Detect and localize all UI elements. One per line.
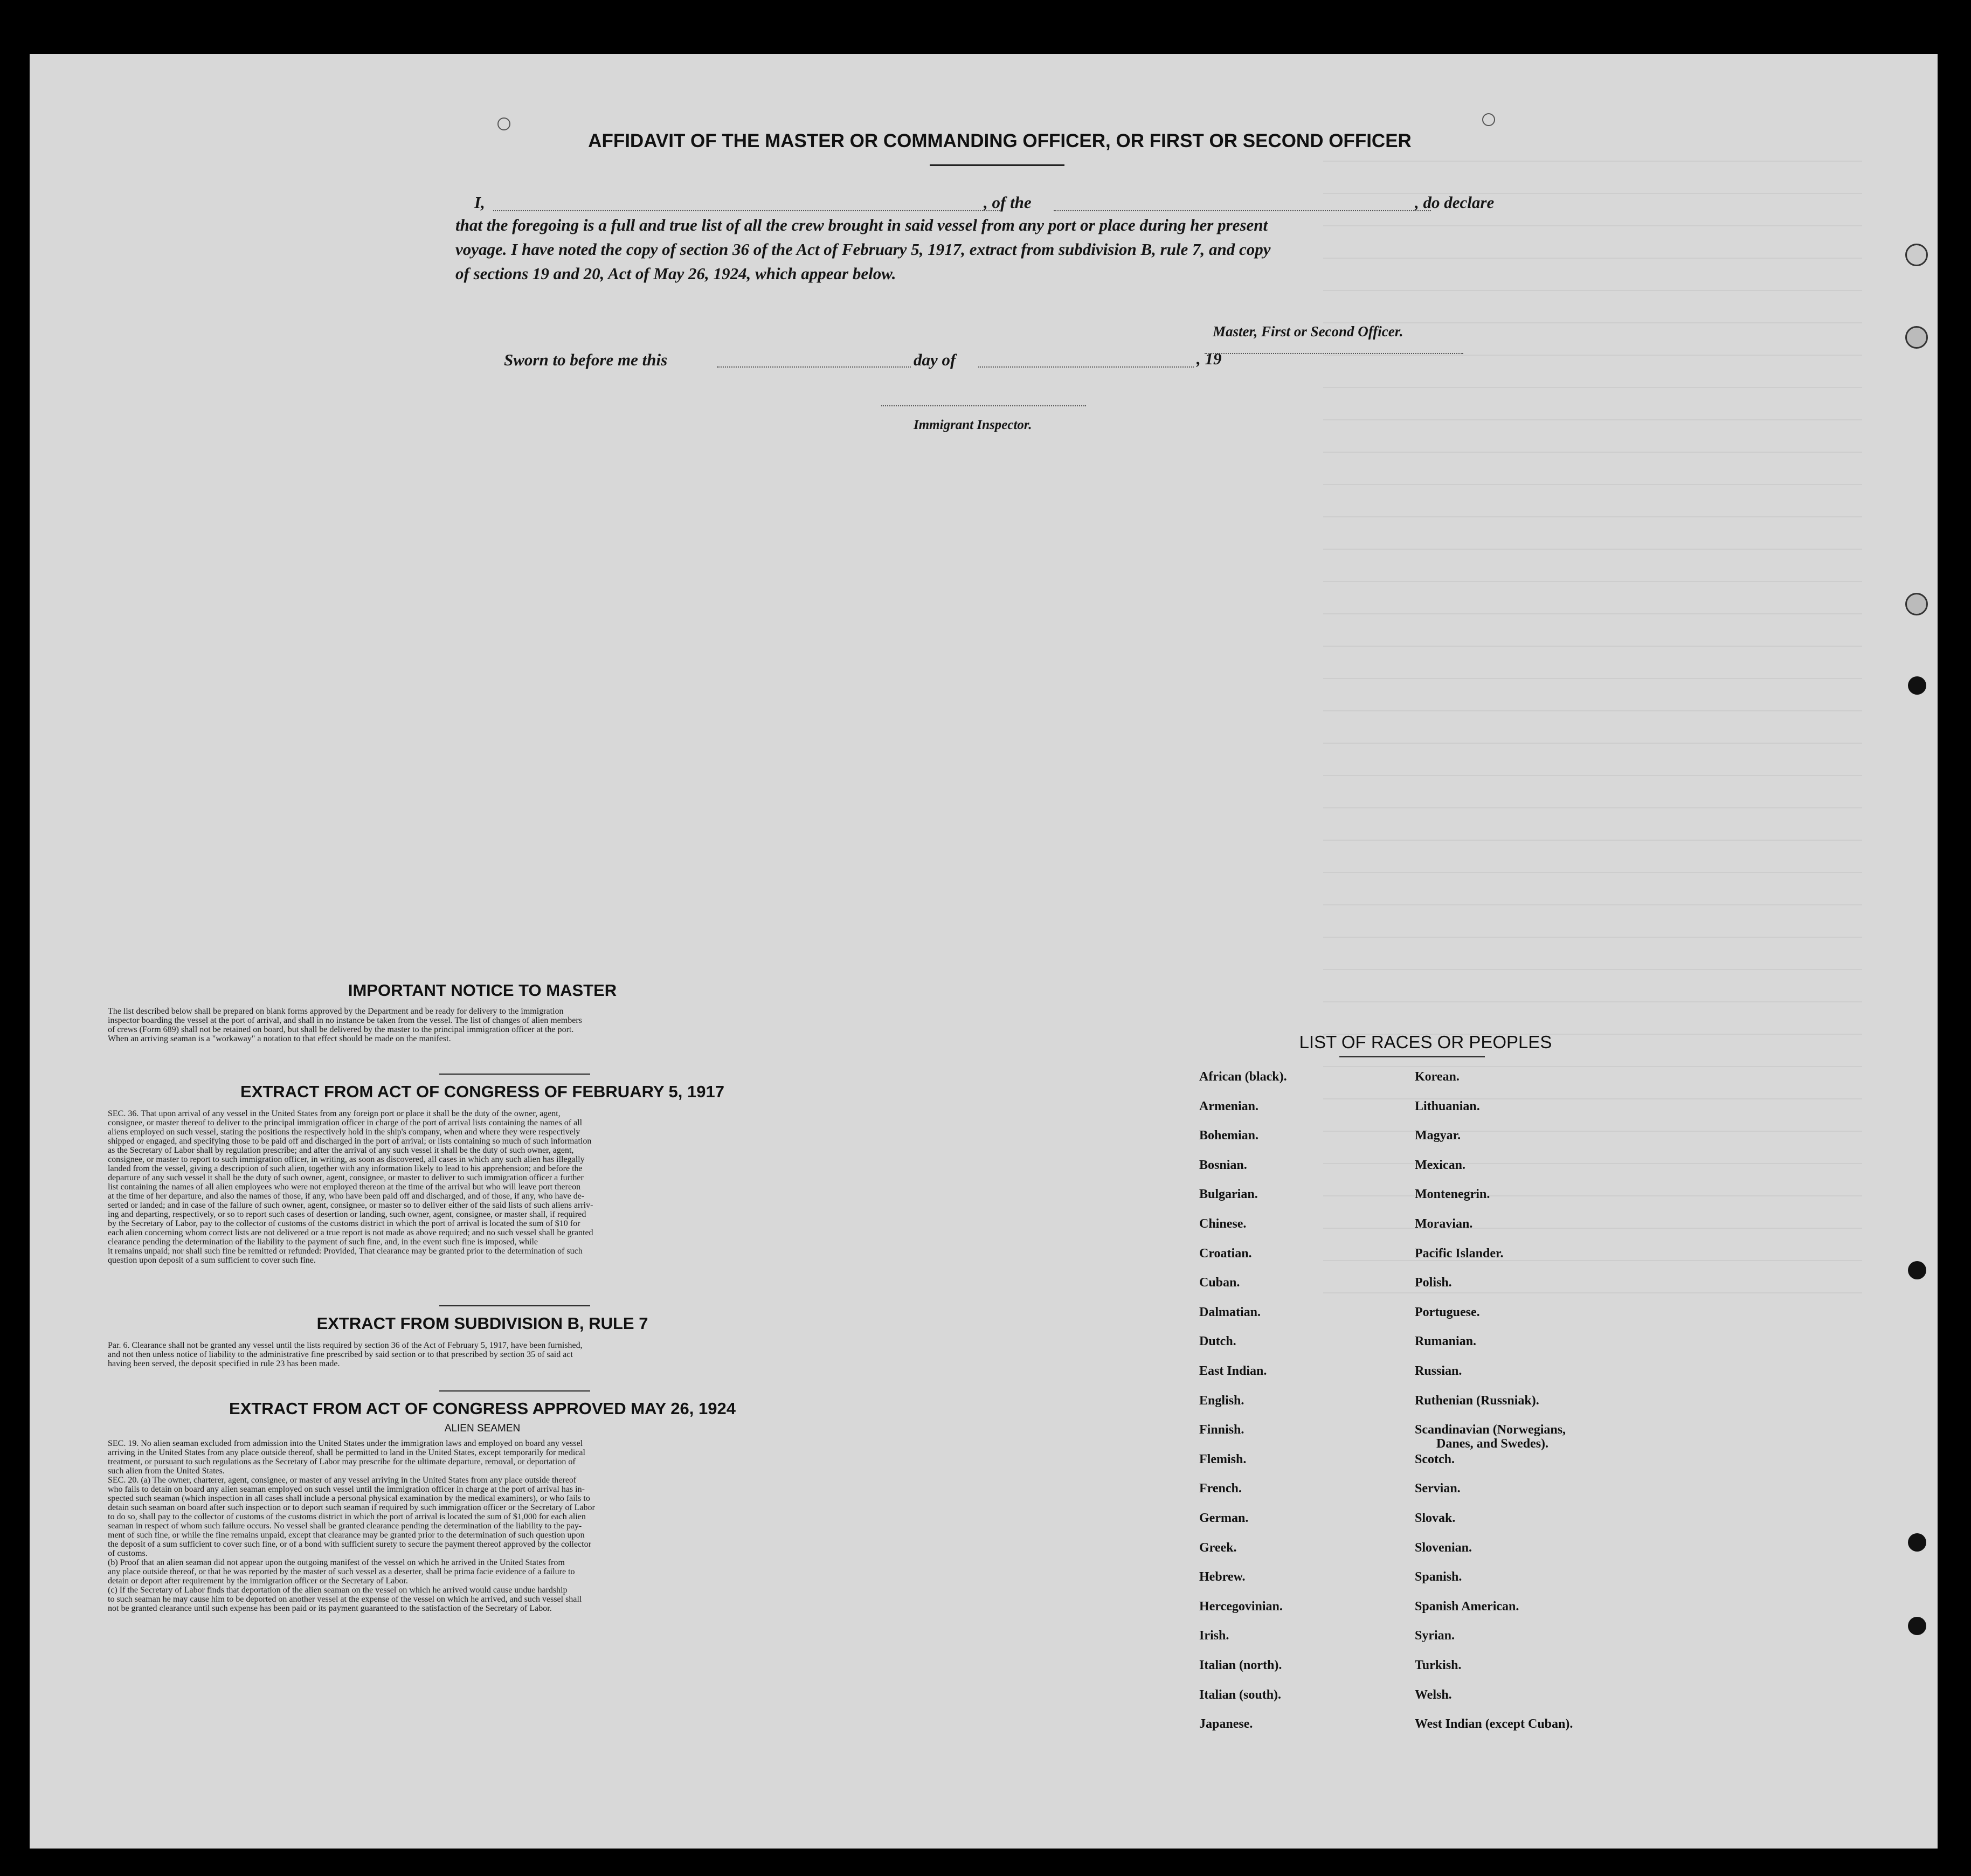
sworn-label: Sworn to before me this: [504, 350, 668, 369]
text-line: to such seaman he may cause him to be deported on another vessel at the expense of the vessel on which he arrived, and such vessel shall: [108, 1595, 582, 1604]
affidavit-line-4: of sections 19 and 20, Act of May 26, 1924, which appear below.: [455, 264, 896, 283]
race-item: Dalmatian.: [1199, 1305, 1261, 1319]
subdivision-b-title: EXTRACT FROM SUBDIVISION B, RULE 7: [316, 1314, 648, 1333]
day-of-label: day of: [914, 350, 956, 369]
text-line: having been served, the deposit specified in rule 23 has been made.: [108, 1359, 340, 1368]
text-line: landed from the vessel, giving a description of such alien, together with any information likely to lead to his apprehension; and before the: [108, 1164, 583, 1173]
race-item: Polish.: [1415, 1276, 1452, 1290]
affidavit-of-the: , of the: [984, 193, 1032, 212]
inspector-signature-line: [881, 405, 1086, 406]
race-item: Lithuanian.: [1415, 1099, 1480, 1113]
notice-text: [108, 1007, 857, 1043]
text-line: and not then unless notice of liability to the administrative fine prescribed by said section or to that prescribed by section 35 of said act: [108, 1350, 573, 1359]
punch-mark-icon: [1482, 113, 1495, 126]
binder-hole-icon: [1905, 326, 1928, 349]
race-item: Dutch.: [1199, 1334, 1236, 1349]
race-item: African (black).: [1199, 1070, 1287, 1084]
text-line: ing and departing, respectively, or so to report such cases of desertion or landing, such owner, agent, consignee, or master shall, if required: [108, 1210, 586, 1219]
race-item: Greek.: [1199, 1540, 1237, 1555]
race-item: Ruthenian (Russniak).: [1415, 1393, 1539, 1408]
races-title: LIST OF RACES OR PEOPLES: [1299, 1032, 1552, 1052]
text-line: detain such seaman on board after such inspection or to deport such seaman if required by such immigration officer or the Secretary of Labor: [108, 1503, 595, 1512]
race-item: Slovak.: [1415, 1511, 1456, 1525]
affidavit-declare: , do declare: [1415, 193, 1495, 212]
text-line: clearance pending the determination of the liability to the payment of such fine, and, in the event such fine is imposed, while: [108, 1237, 538, 1247]
race-item: West Indian (except Cuban).: [1415, 1717, 1573, 1732]
race-item: Rumanian.: [1415, 1334, 1477, 1349]
race-item: Scotch.: [1415, 1452, 1455, 1466]
binder-hole-icon: [1908, 1261, 1926, 1279]
race-item: Welsh.: [1415, 1687, 1452, 1702]
race-item: Flemish.: [1199, 1452, 1247, 1466]
text-line: aliens employed on such vessel, stating the positions the respectively hold in the ship's company, when and where they were respectively: [108, 1127, 580, 1137]
race-item: Armenian.: [1199, 1099, 1258, 1113]
text-line: to do so, shall pay to the collector of customs of the customs district in which the port of arrival is located the sum of $1,000 for each alien: [108, 1512, 586, 1521]
text-line: any place outside thereof, or that he was reported by the master of such vessel as a deserter, shall be prima facie evidence of a failure to: [108, 1567, 575, 1576]
text-line: the deposit of a sum sufficient to cover such fine, or of a bond with sufficient surety to secure the payment thereof approved by the collector: [108, 1540, 591, 1549]
text-line: departure of any such vessel it shall be the duty of such owner, agent, consignee, or master to deliver to such immigration officer a further: [108, 1173, 584, 1182]
affidavit-line-2: that the foregoing is a full and true list of all the crew brought in said vessel from any port or place during her present: [455, 216, 1268, 234]
text-line: (b) Proof that an alien seaman did not appear upon the outgoing manifest of the vessel on which he arrived in the United States from: [108, 1558, 565, 1567]
extract-1924-text: [108, 1439, 857, 1613]
race-item: German.: [1199, 1511, 1249, 1525]
race-item: Portuguese.: [1415, 1305, 1480, 1319]
race-item: Japanese.: [1199, 1717, 1253, 1732]
text-line: seaman in respect of whom such failure occurs. No vessel shall be granted clearance pending the determination of the liability to the pay-: [108, 1521, 582, 1531]
race-item: Servian.: [1415, 1482, 1461, 1496]
race-item: Mexican.: [1415, 1158, 1465, 1172]
text-line: consignee, or master to report to such immigration officer, in writing, as soon as discovered, all cases in which any such alien has illegally: [108, 1155, 585, 1164]
text-line: ment of such fine, or while the fine remains unpaid, except that clearance may be granted prior to the determination of such question upon: [108, 1531, 585, 1540]
race-item: Syrian.: [1415, 1629, 1455, 1643]
month-line: [978, 366, 1194, 368]
text-line: such alien from the United States.: [108, 1466, 225, 1476]
text-line: serted or landed; and in case of the failure of such owner, agent, consignee, or master so to deliver either of the said lists of such aliens arriv-: [108, 1201, 593, 1210]
text-line: SEC. 36. That upon arrival of any vessel in the United States from any foreign port or place it shall be the duty of the owner, agent,: [108, 1109, 561, 1118]
race-item: Moravian.: [1415, 1217, 1473, 1231]
binder-hole-icon: [1908, 676, 1926, 695]
race-item: Chinese.: [1199, 1217, 1247, 1231]
extract-1917-text: [108, 1109, 857, 1265]
text-line: treatment, or pursuant to such regulations as the Secretary of Labor may prescribe for the ultimate departure, removal, or deportation of: [108, 1457, 576, 1466]
race-item: Bosnian.: [1199, 1158, 1247, 1172]
notice-line: of crews (Form 689) shall not be retained on board, but shall be delivered by the master to the principal immigration officer at the port.: [108, 1025, 574, 1034]
race-item: East Indian.: [1199, 1364, 1267, 1378]
alien-seamen-subtitle: ALIEN SEAMEN: [444, 1423, 521, 1434]
title-rule: [930, 164, 1064, 166]
affidavit-line-3: voyage. I have noted the copy of section 36 of the Act of February 5, 1917, extract from subdivision B, rule 7, and copy: [455, 240, 1271, 259]
text-line: detain or deport after requirement by the immigration officer or the Secretary of Labor.: [108, 1576, 408, 1586]
race-item: Magyar.: [1415, 1129, 1461, 1143]
race-item: Italian (south).: [1199, 1687, 1282, 1702]
binder-hole-icon: [1905, 593, 1928, 615]
text-line: each alien concerning whom correct lists are not delivered or a true report is not made as above required; and no such vessel shall be granted: [108, 1228, 593, 1237]
text-line: not be granted clearance until such expense has been paid or its payment guaranteed to the satisfaction of the Secretary of Labor.: [108, 1604, 552, 1613]
races-title-rule: [1339, 1056, 1485, 1057]
text-line: question upon deposit of a sum sufficient to cover such fine.: [108, 1256, 316, 1265]
race-item: Hercegovinian.: [1199, 1599, 1283, 1614]
race-item: Korean.: [1415, 1070, 1460, 1084]
race-item: Bohemian.: [1199, 1129, 1259, 1143]
section-divider: [439, 1305, 590, 1306]
race-item: Bulgarian.: [1199, 1187, 1258, 1202]
section-divider: [439, 1074, 590, 1075]
document-page: [30, 54, 1938, 1849]
race-item: Slovenian.: [1415, 1540, 1472, 1555]
race-item: Spanish American.: [1415, 1599, 1519, 1614]
section-divider: [439, 1390, 590, 1392]
notice-line: The list described below shall be prepared on blank forms approved by the Department and be ready for delivery to the immigration: [108, 1007, 564, 1016]
text-line: at the time of her departure, and also the names of those, if any, who have been paid off and discharged, and of those, if any, who have de-: [108, 1192, 585, 1201]
race-item: English.: [1199, 1393, 1244, 1408]
text-line: as the Secretary of Labor shall by regulation prescribe; and after the arrival of any such vessel it shall be the duty of such owner, agent,: [108, 1146, 574, 1155]
race-item: Turkish.: [1415, 1658, 1462, 1672]
race-item: Hebrew.: [1199, 1570, 1246, 1584]
race-item: Pacific Islander.: [1415, 1246, 1504, 1261]
text-line: SEC. 19. No alien seaman excluded from admission into the United States under the immigration laws and employed on board any vessel: [108, 1439, 583, 1448]
binder-hole-icon: [1908, 1533, 1926, 1552]
year-label: , 19: [1197, 349, 1222, 368]
notice-title: IMPORTANT NOTICE TO MASTER: [348, 981, 617, 1000]
text-line: arriving in the United States from any place outside thereof, shall be permitted to land in the United States, except temporarily for medical: [108, 1448, 585, 1457]
extract-1924-title: EXTRACT FROM ACT OF CONGRESS APPROVED MAY 26, 1924: [229, 1399, 736, 1418]
text-line: Par. 6. Clearance shall not be granted any vessel until the lists required by section 36 of the Act of February 5, 1917, have been furnished,: [108, 1341, 583, 1350]
race-item: Scandinavian (Norwegians,: [1415, 1423, 1566, 1437]
name-line: [493, 210, 1000, 211]
bleed-through-texture: [1323, 129, 1862, 1315]
race-item: Croatian.: [1199, 1246, 1252, 1261]
vessel-line: [1054, 210, 1431, 211]
binder-hole-icon: [1908, 1617, 1926, 1635]
text-line: consignee, or master thereof to deliver to the principal immigration officer in charge of the port of arrival lists containing the names of all: [108, 1118, 583, 1127]
text-line: who fails to detain on board any alien seaman employed on such vessel until the immigration officer in charge at the port of arrival has in-: [108, 1485, 585, 1494]
extract-1917-title: EXTRACT FROM ACT OF CONGRESS OF FEBRUARY 5, 1917: [240, 1082, 724, 1101]
race-item: Danes, and Swedes).: [1436, 1437, 1549, 1451]
notice-line: When an arriving seaman is a "workaway" a notation to that effect should be made on the manifest.: [108, 1034, 451, 1043]
subdivision-b-text: [108, 1341, 857, 1368]
text-line: list containing the names of all alien employees who were not employed thereon at the time of the arrival but who will leave port thereon: [108, 1182, 581, 1192]
text-line: shipped or engaged, and specifying those to be paid off and discharged in the port of arrival; or lists containing so much of such information: [108, 1137, 592, 1146]
race-item: Italian (north).: [1199, 1658, 1282, 1672]
race-item: Cuban.: [1199, 1276, 1240, 1290]
punch-mark-icon: [497, 117, 510, 130]
text-line: spected such seaman (which inspection in all cases shall include a personal physical examination by the medical examiners), or who fails to: [108, 1494, 590, 1503]
race-item: Spanish.: [1415, 1570, 1462, 1584]
race-item: Russian.: [1415, 1364, 1462, 1378]
notice-line: inspector boarding the vessel at the port of arrival, and shall in no instance be taken from the vessel. The list of changes of alien members: [108, 1016, 582, 1025]
race-item: French.: [1199, 1482, 1242, 1496]
affidavit-i: I,: [474, 193, 485, 212]
sworn-day-line: [717, 366, 911, 368]
inspector-label: Immigrant Inspector.: [914, 418, 1032, 432]
text-line: SEC. 20. (a) The owner, charterer, agent, consignee, or master of any vessel arriving in the United States from any place outside thereof: [108, 1476, 577, 1485]
text-line: of customs.: [108, 1549, 148, 1558]
affidavit-title: AFFIDAVIT OF THE MASTER OR COMMANDING OFFICER, OR FIRST OR SECOND OFFICER: [588, 130, 1412, 151]
master-signature-line: [1205, 353, 1463, 354]
race-item: Montenegrin.: [1415, 1187, 1490, 1202]
race-item: Irish.: [1199, 1629, 1229, 1643]
master-signature-label: Master, First or Second Officer.: [1213, 323, 1403, 340]
text-line: by the Secretary of Labor, pay to the collector of customs of the customs district in which the port of arrival is located the sum of $10 for: [108, 1219, 580, 1228]
text-line: it remains unpaid; nor shall such fine be remitted or refunded: Provided, That clearance may be granted prior to the determination of such: [108, 1247, 583, 1256]
binder-hole-icon: [1905, 244, 1928, 266]
race-item: Finnish.: [1199, 1423, 1244, 1437]
text-line: (c) If the Secretary of Labor finds that deportation of the alien seaman on the vessel on which he arrived would cause undue hardship: [108, 1586, 568, 1595]
